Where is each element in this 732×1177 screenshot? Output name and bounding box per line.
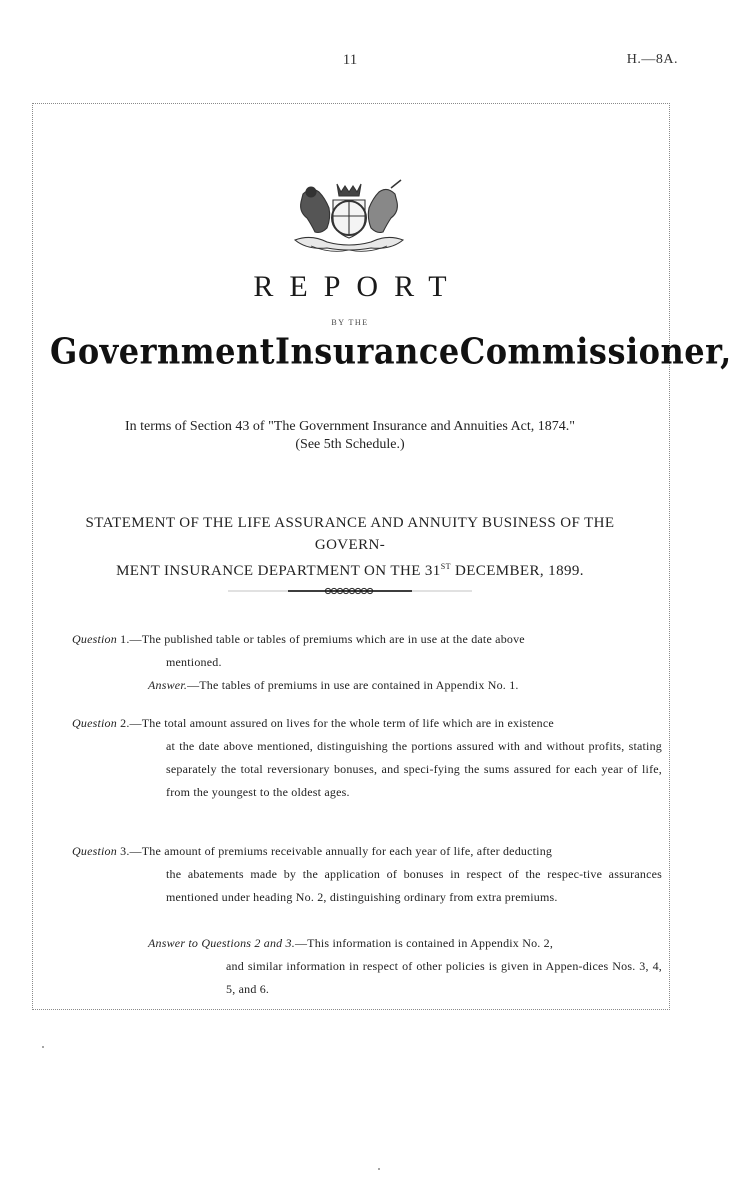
question-3 — [72, 840, 662, 909]
speck-mark — [378, 1168, 380, 1170]
terms-line-1: In terms of Section 43 of "The Government Insurance and Annuities Act, 1874." — [125, 419, 575, 434]
royal-coat-of-arms-icon — [281, 178, 417, 254]
answer-2-3-rest: and similar information in respect of other policies is given in Appen-dices Nos. 3, 4, 5, and 6. — [226, 959, 662, 996]
question-3-rest: the abatements made by the application of bonuses in respect of the respec-tive assurances mentioned under heading No. 2, distinguishing ordinary from extra premiums. — [166, 867, 662, 904]
terms-of-section — [60, 418, 640, 454]
gothic-word-commissioner: Commissioner, — [459, 329, 732, 373]
answer-2-and-3 — [148, 932, 662, 1001]
ornamental-rule-icon — [228, 586, 472, 596]
terms-line-2: (See 5th Schedule.) — [295, 437, 405, 452]
gothic-word-insurance: Insurance — [275, 329, 460, 373]
gothic-word-government: Government — [50, 329, 276, 373]
question-2-first-line: Question 2.—The total amount assured on lives for the whole term of life which are in existence — [72, 716, 554, 730]
commissioner-gothic-title — [50, 329, 732, 373]
statement-heading — [60, 512, 640, 582]
statement-line-1: STATEMENT OF THE LIFE ASSURANCE AND ANNUITY BUSINESS OF THE GOVERN- — [85, 515, 615, 553]
answer-2-3-first-line: Answer to Questions 2 and 3.—This information is contained in Appendix No. 2, — [148, 936, 554, 950]
question-1-first-line: Question 1.—The published table or tables of premiums which are in use at the date above — [72, 632, 525, 646]
answer-1: Answer.—The tables of premiums in use are contained in Appendix No. 1. — [148, 678, 519, 692]
report-title: REPORT — [253, 270, 463, 303]
document-reference: H.—8A. — [626, 52, 678, 67]
question-2-rest: at the date above mentioned, distinguishing the portions assured with and without profits, stating separately the total reversionary bonuses, and speci-fying the sums assured for each year of life, from the youngest to the oldest ages. — [166, 739, 662, 799]
page-number: 11 — [342, 52, 358, 68]
speck-mark — [42, 1046, 44, 1048]
by-the-label: BY THE — [331, 318, 369, 327]
statement-line-2: MENT INSURANCE DEPARTMENT ON THE 31ST DECEMBER, 1899. — [116, 562, 584, 579]
question-2 — [72, 712, 662, 804]
question-3-first-line: Question 3.—The amount of premiums receivable annually for each year of life, after deducting — [72, 844, 553, 858]
question-1-rest: mentioned. — [166, 655, 222, 669]
question-1 — [72, 628, 662, 674]
